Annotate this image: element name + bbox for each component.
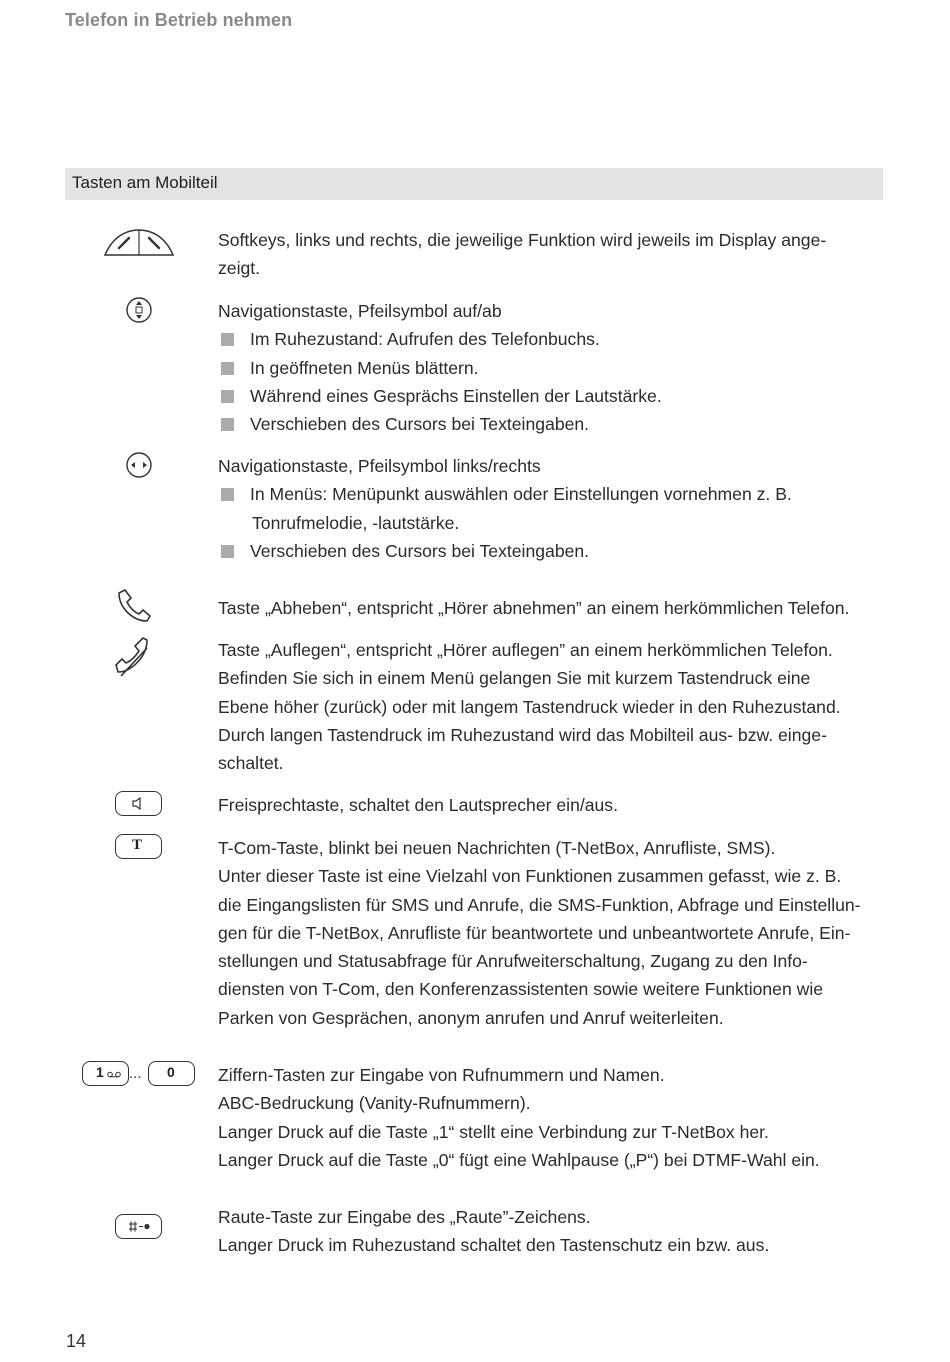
entry-text [218,452,888,565]
entry-text [218,297,888,438]
bullet-item [218,480,888,508]
text-line: Durch langen Tastendruck im Ruhezustand wird das Mobilteil aus- bzw. einge- [218,724,827,745]
entry-text [218,1061,888,1174]
key-zero-label: 0 [167,1064,175,1080]
speaker-key-icon [115,791,162,816]
voicemail-glyph [107,1071,121,1078]
tcom-key-icon [115,834,162,859]
bullet-text: In Menüs: Menüpunkt auswählen oder Einstellungen vornehmen z. B. [250,484,792,505]
entry-text [218,594,888,622]
section-title: Tasten am Mobilteil [72,173,218,192]
bullet-text: Im Ruhezustand: Aufrufen des Telefonbuchs. [250,329,600,350]
text-line: Freisprechtaste, schaltet den Lautsprecher ein/aus. [218,795,618,815]
nav-leftright-icon [125,452,153,478]
text-line: Taste „Auflegen“, entspricht „Hörer auflegen” an einem herkömmlichen Telefon. [218,640,833,660]
text-line: Parken von Gesprächen, anonym anrufen und Anruf weiterleiten. [218,1007,724,1028]
call-end-icon [113,636,153,680]
bullet-text: Während eines Gesprächs Einstellen der Lautstärke. [250,385,662,406]
text-line: Softkeys, links und rechts, die jeweilige Funktion wird jeweils im Display ange- [218,230,827,250]
text-line: gen für die T-NetBox, Anrufliste für beantwortete und unbeantwortete Anrufe, Ein- [218,922,851,943]
nav-updown-icon [125,297,153,325]
text-line: Navigationstaste, Pfeilsymbol auf/ab [218,301,502,321]
text-line: T-Com-Taste, blinkt bei neuen Nachrichten (T-NetBox, Anrufliste, SMS). [218,838,776,858]
text-line: schaltet. [218,753,284,774]
text-line: Befinden Sie sich in einem Menü gelangen Sie mit kurzem Tastendruck eine [218,668,811,689]
text-line: zeigt. [218,258,261,279]
bullet-item [218,382,888,410]
text-line: Langer Druck auf die Taste „1“ stellt eine Verbindung zur T-NetBox her. [218,1121,769,1142]
softkeys-icon [103,228,175,258]
section-heading-bar [65,168,883,200]
bullet-item [218,537,888,565]
entry-text [218,791,888,819]
bullet-square [221,488,234,501]
entry-text [218,834,888,1032]
bullet-item [218,354,888,382]
running-header: Telefon in Betrieb nehmen [65,10,293,30]
key-one-label: 1 [96,1064,104,1080]
key-one [82,1061,129,1086]
text-line: Langer Druck auf die Taste „0“ fügt eine Wahlpause („P“) bei DTMF-Wahl ein. [218,1149,820,1170]
bullet-square [221,418,234,431]
entry-text [218,226,888,283]
bullet-item [218,325,888,353]
entry-text [218,636,888,777]
text-line: ABC-Bedruckung (Vanity-Rufnummern). [218,1093,531,1114]
bullet-text: Verschieben des Cursors bei Texteingaben. [250,540,590,561]
bullet-square [221,390,234,403]
text-line: Navigationstaste, Pfeilsymbol links/rechts [218,456,541,476]
text-line: Ziffern-Tasten zur Eingabe von Rufnummern und Namen. [218,1065,665,1085]
bullet-square [221,362,234,375]
text-line: diensten von T-Com, den Konferenzassistenten sowie weitere Funktionen wie [218,979,824,1000]
hash-key-icon [115,1214,162,1239]
call-pickup-icon [113,588,153,624]
tcom-key-label: T [132,837,143,853]
text-line: die Eingangslisten für SMS und Anrufe, die SMS-Funktion, Abfrage und Einstellun- [218,894,861,915]
text-line: stellungen und Statusabfrage für Anrufweiterschaltung, Zugang zu den Info- [218,951,808,972]
text-line: Taste „Abheben“, entspricht „Hörer abnehmen” an einem herkömmlichen Telefon. [218,598,850,618]
page-number: 14 [66,1331,87,1351]
text-line: Unter dieser Taste ist eine Vielzahl von Funktionen zusammen gefasst, wie z. B. [218,866,842,887]
key-ellipsis: ... [129,1065,142,1082]
text-line: Langer Druck im Ruhezustand schaltet den Tastenschutz ein bzw. aus. [218,1235,770,1256]
bullet-square [221,333,234,346]
bullet-square [221,545,234,558]
text-line: Raute-Taste zur Eingabe des „Raute”-Zeichens. [218,1207,591,1227]
bullet-item [218,410,888,438]
bullet-continuation: Tonrufmelodie, -lautstärke. [252,512,460,533]
hash-lock-glyph [126,1220,152,1233]
text-line: Ebene höher (zurück) oder mit langem Tastendruck wieder in den Ruhezustand. [218,696,841,717]
key-zero [148,1061,195,1086]
bullet-text: Verschieben des Cursors bei Texteingaben. [250,414,590,435]
speaker-glyph [131,797,145,810]
digit-keys-icon [82,1061,197,1087]
bullet-text: In geöffneten Menüs blättern. [250,357,479,378]
entry-text [218,1203,888,1260]
